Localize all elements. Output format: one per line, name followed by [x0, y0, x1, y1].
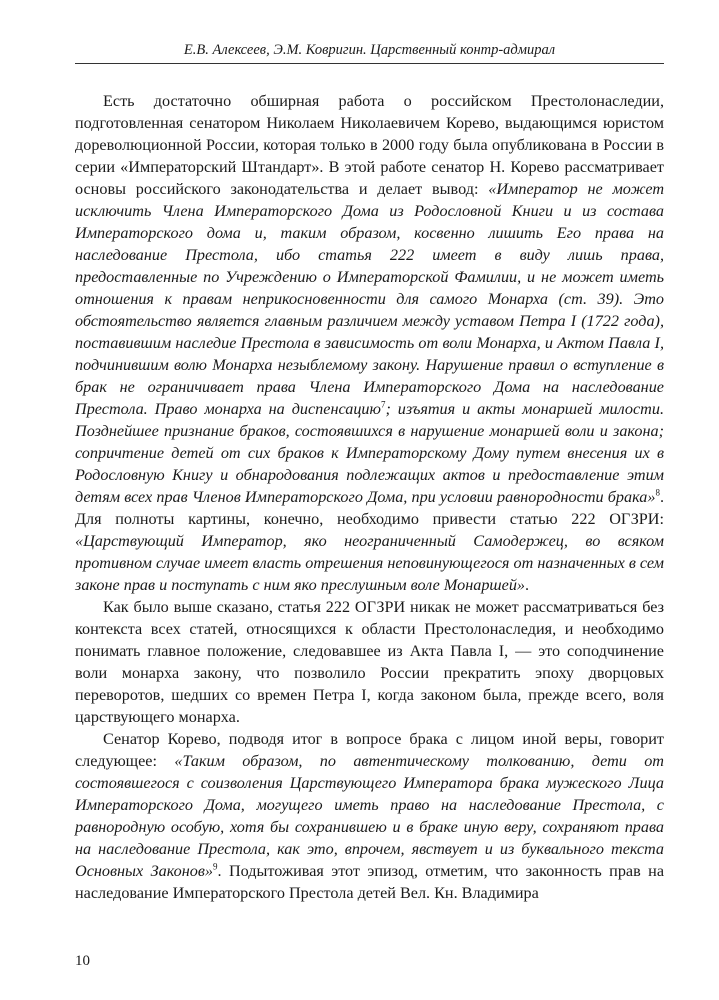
paragraph-text: . Подытоживая этот эпизод, отметим, что законность прав на наследование Императорского Престола детей Вел. Кн. Владимира: [75, 862, 665, 902]
paragraph-text: Есть достаточно обширная работа о российском Престолонаследии, подготовленная сенатором Николаем Николаевичем Корево, выдающимся юристом дореволюционной России, которая только в 2000 году была опубликована в России в серии «Императорский Штандарт». В этой работе сенатор Н. Корево рассматривает основы российского законодательства и делает вывод:: [75, 92, 664, 198]
running-head: Е.В. Алексеев, Э.М. Ковригин. Царственный контр-адмирал: [75, 42, 664, 64]
paragraph-3: [75, 728, 664, 904]
paragraph-text: . Для полноты картины, конечно, необходимо привести статью 222 ОГЗРИ:: [75, 488, 664, 528]
footnote-ref[interactable]: 7: [380, 399, 386, 410]
quotation: «Таким образом, по автентическому толкованию, дети от состоявшегося с соизволения Царствующего Императора брака мужеского Лица Императорского Дома, могущего иметь право на наследование Престола, с равнородную особую, хотя бы сохранившею и в браке иную веру, сохраняют права на наследование Престола, как это, впрочем, явствует и из буквального текста Основных Законов»: [75, 752, 664, 880]
paragraph-text: Сенатор Корево, подводя итог в вопросе брака с лицом иной веры, говорит следующее:: [75, 730, 664, 770]
paragraph-1: [75, 90, 664, 596]
paragraph-text: .: [525, 576, 530, 594]
footnote-ref[interactable]: 9: [213, 861, 218, 872]
paragraph-text: Как было выше сказано, статья 222 ОГЗРИ никак не может рассматриваться без контекста всех статей, относящихся к области Престолонаследия, и необходимо понимать главное положение, следовавшее из Акта Павла I, — это соподчинение воли монарха закону, что позволило России прекратить эпоху дворцовых переворотов, шедших со времен Петра I, когда законом была, прежде всего, воля царствующего монарха.: [75, 598, 664, 726]
paragraph-2: [75, 596, 664, 728]
body-text: [75, 90, 664, 904]
quotation: ; изъятия и акты монаршей милости. Позднейшее признание браков, состоявшихся в нарушение монаршей воли и закона; сопричтение детей от сих браков к Императорскому Дому путем внесения их в Родословную Книгу и обнародования подлежащих актов и предоставление этим детям всех прав Членов Императорского Дома, при условии равнородности брака»: [75, 400, 664, 506]
quotation: «Император не может исключить Члена Императорского Дома из Родословной Книги и из состава Императорского дома и, таким образом, косвенно лишить Его права на наследование Престола, ибо статья 222 имеет в виду лишь права, предоставленные по Учреждению о Императорской Фамилии, и не может иметь отношения к правам неприкосновенности для самого Монарха (ст. 39). Это обстоятельство является главным различием между уставом Петра I (1722 года), поставившим наследие Престола в зависимость от воли Монарха, и Актом Павла I, подчинившим волю Монарха незыблемому закону. Нарушение правил о вступление в брак не ограничивает права Члена Императорского Дома на наследование Престола. Право монарха на диспенсацию: [75, 180, 665, 418]
footnote-ref[interactable]: 8: [655, 487, 660, 498]
quotation: «Царствующий Император, яко неограниченный Самодержец, во всяком противном случае имеет власть отрешения неповинующегося от назначенных в сем законе прав и поступать с ним яко преслушным воле Монаршей»: [75, 532, 665, 594]
page-number: 10: [75, 953, 90, 969]
